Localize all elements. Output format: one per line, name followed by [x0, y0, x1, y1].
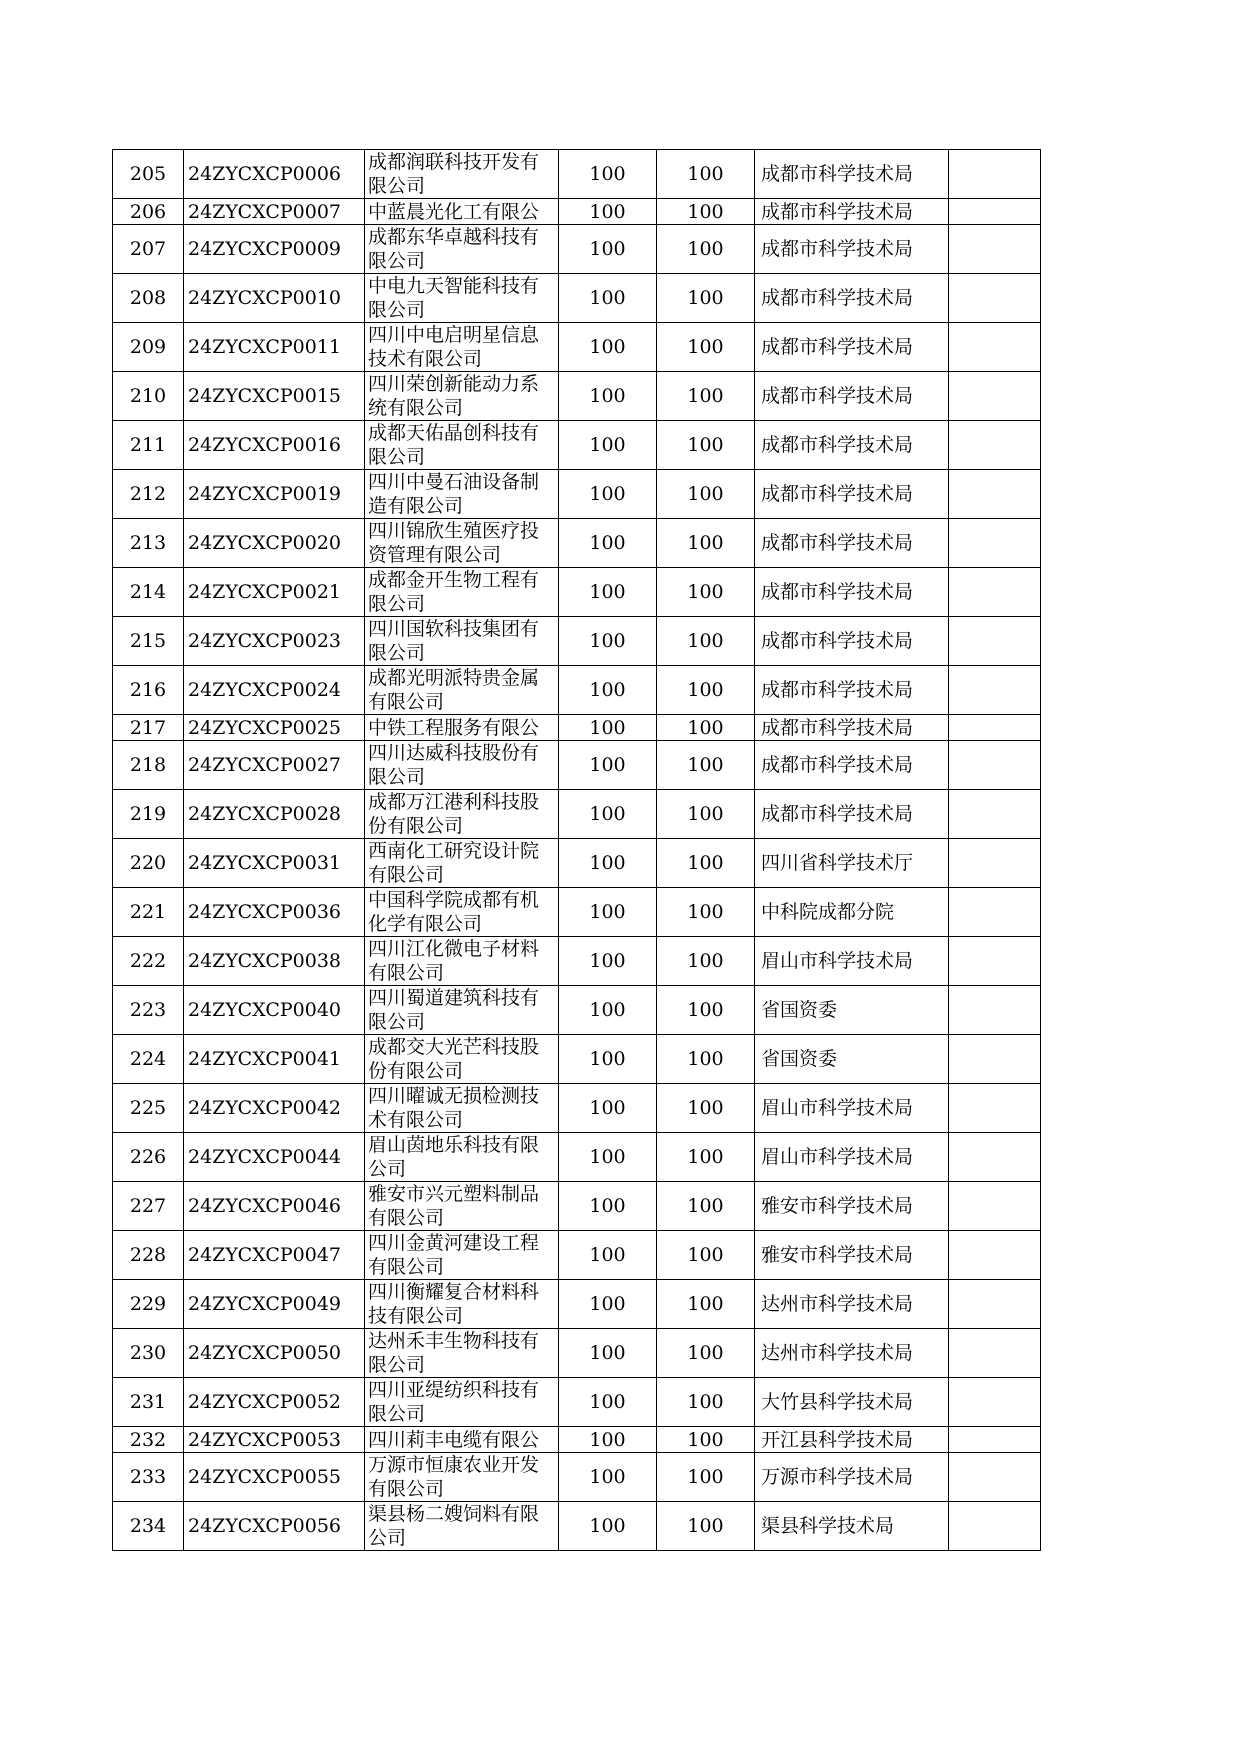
score-cell: 100 — [657, 1084, 755, 1133]
department-cell: 中科院成都分院 — [755, 888, 949, 937]
department-cell: 渠县科学技术局 — [755, 1502, 949, 1551]
company-name-line: 成都润联科技开发有 — [368, 151, 540, 173]
table-row — [113, 1427, 1041, 1453]
row-number-cell: 234 — [113, 1502, 184, 1551]
table-row — [113, 1378, 1041, 1427]
table-row — [113, 986, 1041, 1035]
score-cell: 100 — [657, 1453, 755, 1502]
company-name-line: 限公司 — [368, 250, 426, 272]
company-name-cell — [365, 1502, 559, 1551]
table-row — [113, 937, 1041, 986]
amount-cell: 100 — [559, 1378, 657, 1427]
table-row — [113, 470, 1041, 519]
project-code-cell: 24ZYCXCP0041 — [184, 1035, 365, 1084]
project-code-cell: 24ZYCXCP0055 — [184, 1453, 365, 1502]
table-row — [113, 199, 1041, 225]
table-row — [113, 888, 1041, 937]
table-row — [113, 1133, 1041, 1182]
score-cell: 100 — [657, 568, 755, 617]
company-name-cell — [365, 1453, 559, 1502]
score-cell: 100 — [657, 274, 755, 323]
row-number-cell: 208 — [113, 274, 184, 323]
amount-cell: 100 — [559, 839, 657, 888]
note-cell — [949, 1502, 1041, 1551]
row-number-cell: 228 — [113, 1231, 184, 1280]
department-cell: 成都市科学技术局 — [755, 372, 949, 421]
company-name-line: 有限公司 — [368, 962, 445, 984]
amount-cell: 100 — [559, 888, 657, 937]
note-cell — [949, 888, 1041, 937]
company-name-line: 限公司 — [368, 766, 426, 788]
company-name-line: 化学有限公司 — [368, 913, 483, 935]
company-name-line: 四川江化微电子材料 — [368, 938, 540, 960]
department-cell: 成都市科学技术局 — [755, 790, 949, 839]
project-code-cell: 24ZYCXCP0020 — [184, 519, 365, 568]
score-cell: 100 — [657, 1280, 755, 1329]
amount-cell: 100 — [559, 225, 657, 274]
company-name-line: 中蓝晨光化工有限公 — [368, 200, 540, 223]
department-cell: 眉山市科学技术局 — [755, 937, 949, 986]
row-number-cell: 223 — [113, 986, 184, 1035]
company-name-line: 技术有限公司 — [368, 348, 483, 370]
company-name-line: 份有限公司 — [368, 815, 464, 837]
company-name-line: 统有限公司 — [368, 397, 464, 419]
company-name-line: 成都万江港利科技股 — [368, 791, 540, 813]
department-cell: 成都市科学技术局 — [755, 715, 949, 741]
company-name-line: 限公司 — [368, 446, 426, 468]
amount-cell: 100 — [559, 937, 657, 986]
table-row — [113, 741, 1041, 790]
note-cell — [949, 1280, 1041, 1329]
company-name-line: 造有限公司 — [368, 495, 464, 517]
amount-cell: 100 — [559, 986, 657, 1035]
table-row — [113, 372, 1041, 421]
row-number-cell: 205 — [113, 150, 184, 199]
project-code-cell: 24ZYCXCP0046 — [184, 1182, 365, 1231]
company-name-line: 成都东华卓越科技有 — [368, 226, 540, 248]
score-cell: 100 — [657, 1427, 755, 1453]
project-code-cell: 24ZYCXCP0031 — [184, 839, 365, 888]
project-code-cell: 24ZYCXCP0025 — [184, 715, 365, 741]
amount-cell: 100 — [559, 1182, 657, 1231]
project-code-cell: 24ZYCXCP0050 — [184, 1329, 365, 1378]
note-cell — [949, 372, 1041, 421]
amount-cell: 100 — [559, 150, 657, 199]
score-cell: 100 — [657, 986, 755, 1035]
company-name-line: 雅安市兴元塑料制品 — [368, 1183, 540, 1205]
row-number-cell: 215 — [113, 617, 184, 666]
row-number-cell: 229 — [113, 1280, 184, 1329]
company-name-line: 限公司 — [368, 1011, 426, 1033]
row-number-cell: 214 — [113, 568, 184, 617]
company-name-line: 达州禾丰生物科技有 — [368, 1330, 540, 1352]
score-cell: 100 — [657, 225, 755, 274]
table-row — [113, 568, 1041, 617]
project-code-cell: 24ZYCXCP0007 — [184, 199, 365, 225]
amount-cell: 100 — [559, 617, 657, 666]
company-name-cell — [365, 150, 559, 199]
project-code-cell: 24ZYCXCP0047 — [184, 1231, 365, 1280]
company-name-line: 四川莉丰电缆有限公 — [368, 1428, 540, 1451]
note-cell — [949, 1133, 1041, 1182]
amount-cell: 100 — [559, 470, 657, 519]
company-name-line: 资管理有限公司 — [368, 544, 502, 566]
company-name-cell — [365, 519, 559, 568]
note-cell — [949, 225, 1041, 274]
score-cell: 100 — [657, 372, 755, 421]
project-code-cell: 24ZYCXCP0028 — [184, 790, 365, 839]
amount-cell: 100 — [559, 666, 657, 715]
table-row — [113, 1280, 1041, 1329]
project-code-cell: 24ZYCXCP0053 — [184, 1427, 365, 1453]
project-code-cell: 24ZYCXCP0021 — [184, 568, 365, 617]
row-number-cell: 206 — [113, 199, 184, 225]
table-row — [113, 519, 1041, 568]
row-number-cell: 221 — [113, 888, 184, 937]
company-name-cell — [365, 839, 559, 888]
score-cell: 100 — [657, 519, 755, 568]
row-number-cell: 210 — [113, 372, 184, 421]
company-name-cell — [365, 372, 559, 421]
project-code-cell: 24ZYCXCP0038 — [184, 937, 365, 986]
project-code-cell: 24ZYCXCP0006 — [184, 150, 365, 199]
company-name-cell — [365, 790, 559, 839]
table-row — [113, 1231, 1041, 1280]
company-name-line: 渠县杨二嫂饲料有限 — [368, 1503, 540, 1525]
row-number-cell: 233 — [113, 1453, 184, 1502]
table-row — [113, 1329, 1041, 1378]
score-cell: 100 — [657, 1035, 755, 1084]
company-name-line: 四川国软科技集团有 — [368, 618, 540, 640]
project-code-cell: 24ZYCXCP0009 — [184, 225, 365, 274]
company-name-line: 公司 — [368, 1527, 407, 1549]
project-code-cell: 24ZYCXCP0010 — [184, 274, 365, 323]
row-number-cell: 225 — [113, 1084, 184, 1133]
note-cell — [949, 715, 1041, 741]
row-number-cell: 230 — [113, 1329, 184, 1378]
note-cell — [949, 839, 1041, 888]
company-name-line: 中电九天智能科技有 — [368, 275, 540, 297]
company-name-cell — [365, 421, 559, 470]
department-cell: 成都市科学技术局 — [755, 199, 949, 225]
project-code-cell: 24ZYCXCP0040 — [184, 986, 365, 1035]
company-name-cell — [365, 1378, 559, 1427]
company-name-cell — [365, 274, 559, 323]
table-row — [113, 274, 1041, 323]
company-name-line: 公司 — [368, 1158, 407, 1180]
company-name-cell — [365, 1280, 559, 1329]
row-number-cell: 211 — [113, 421, 184, 470]
note-cell — [949, 790, 1041, 839]
note-cell — [949, 323, 1041, 372]
company-name-line: 有限公司 — [368, 691, 445, 713]
company-name-line: 限公司 — [368, 1403, 426, 1425]
company-name-cell — [365, 617, 559, 666]
amount-cell: 100 — [559, 1427, 657, 1453]
company-name-cell — [365, 937, 559, 986]
amount-cell: 100 — [559, 372, 657, 421]
table-row — [113, 617, 1041, 666]
score-cell: 100 — [657, 937, 755, 986]
project-table — [112, 149, 1041, 1551]
company-name-line: 限公司 — [368, 1354, 426, 1376]
note-cell — [949, 274, 1041, 323]
score-cell: 100 — [657, 1329, 755, 1378]
company-name-line: 有限公司 — [368, 1207, 445, 1229]
row-number-cell: 216 — [113, 666, 184, 715]
amount-cell: 100 — [559, 1133, 657, 1182]
table-row — [113, 839, 1041, 888]
project-code-cell: 24ZYCXCP0052 — [184, 1378, 365, 1427]
row-number-cell: 218 — [113, 741, 184, 790]
row-number-cell: 217 — [113, 715, 184, 741]
project-code-cell: 24ZYCXCP0056 — [184, 1502, 365, 1551]
company-name-line: 有限公司 — [368, 1478, 445, 1500]
department-cell: 达州市科学技术局 — [755, 1329, 949, 1378]
table-row — [113, 790, 1041, 839]
note-cell — [949, 421, 1041, 470]
row-number-cell: 212 — [113, 470, 184, 519]
department-cell: 雅安市科学技术局 — [755, 1182, 949, 1231]
department-cell: 眉山市科学技术局 — [755, 1133, 949, 1182]
company-name-line: 四川中曼石油设备制 — [368, 471, 540, 493]
row-number-cell: 227 — [113, 1182, 184, 1231]
amount-cell: 100 — [559, 1231, 657, 1280]
department-cell: 成都市科学技术局 — [755, 323, 949, 372]
row-number-cell: 207 — [113, 225, 184, 274]
project-code-cell: 24ZYCXCP0011 — [184, 323, 365, 372]
project-code-cell: 24ZYCXCP0023 — [184, 617, 365, 666]
table-row — [113, 1502, 1041, 1551]
row-number-cell: 209 — [113, 323, 184, 372]
company-name-cell — [365, 568, 559, 617]
score-cell: 100 — [657, 421, 755, 470]
note-cell — [949, 937, 1041, 986]
table-row — [113, 1084, 1041, 1133]
project-code-cell: 24ZYCXCP0042 — [184, 1084, 365, 1133]
company-name-line: 技有限公司 — [368, 1305, 464, 1327]
company-name-line: 四川蜀道建筑科技有 — [368, 987, 540, 1009]
company-name-line: 有限公司 — [368, 1256, 445, 1278]
score-cell: 100 — [657, 199, 755, 225]
note-cell — [949, 199, 1041, 225]
row-number-cell: 232 — [113, 1427, 184, 1453]
score-cell: 100 — [657, 323, 755, 372]
note-cell — [949, 617, 1041, 666]
company-name-cell — [365, 199, 559, 225]
company-name-cell — [365, 1133, 559, 1182]
department-cell: 成都市科学技术局 — [755, 225, 949, 274]
row-number-cell: 220 — [113, 839, 184, 888]
row-number-cell: 224 — [113, 1035, 184, 1084]
note-cell — [949, 470, 1041, 519]
amount-cell: 100 — [559, 199, 657, 225]
amount-cell: 100 — [559, 1453, 657, 1502]
company-name-line: 限公司 — [368, 175, 426, 197]
company-name-line: 四川中电启明星信息 — [368, 324, 540, 346]
project-code-cell: 24ZYCXCP0049 — [184, 1280, 365, 1329]
row-number-cell: 231 — [113, 1378, 184, 1427]
note-cell — [949, 568, 1041, 617]
amount-cell: 100 — [559, 519, 657, 568]
department-cell: 省国资委 — [755, 1035, 949, 1084]
company-name-line: 成都交大光芒科技股 — [368, 1036, 540, 1058]
department-cell: 成都市科学技术局 — [755, 741, 949, 790]
department-cell: 省国资委 — [755, 986, 949, 1035]
project-code-cell: 24ZYCXCP0019 — [184, 470, 365, 519]
table-row — [113, 225, 1041, 274]
table-row — [113, 715, 1041, 741]
project-code-cell: 24ZYCXCP0015 — [184, 372, 365, 421]
row-number-cell: 219 — [113, 790, 184, 839]
department-cell: 成都市科学技术局 — [755, 150, 949, 199]
department-cell: 雅安市科学技术局 — [755, 1231, 949, 1280]
amount-cell: 100 — [559, 1035, 657, 1084]
note-cell — [949, 1182, 1041, 1231]
company-name-cell — [365, 888, 559, 937]
company-name-line: 四川衡耀复合材料科 — [368, 1281, 540, 1303]
company-name-cell — [365, 1035, 559, 1084]
company-name-cell — [365, 1231, 559, 1280]
company-name-line: 四川荣创新能动力系 — [368, 373, 540, 395]
row-number-cell: 213 — [113, 519, 184, 568]
project-code-cell: 24ZYCXCP0044 — [184, 1133, 365, 1182]
score-cell: 100 — [657, 1231, 755, 1280]
score-cell: 100 — [657, 617, 755, 666]
department-cell: 达州市科学技术局 — [755, 1280, 949, 1329]
company-name-cell — [365, 1329, 559, 1378]
project-code-cell: 24ZYCXCP0016 — [184, 421, 365, 470]
amount-cell: 100 — [559, 790, 657, 839]
score-cell: 100 — [657, 715, 755, 741]
company-name-line: 西南化工研究设计院 — [368, 840, 540, 862]
company-name-line: 有限公司 — [368, 864, 445, 886]
company-name-line: 限公司 — [368, 593, 426, 615]
score-cell: 100 — [657, 1182, 755, 1231]
note-cell — [949, 1427, 1041, 1453]
company-name-cell — [365, 1427, 559, 1453]
department-cell: 成都市科学技术局 — [755, 568, 949, 617]
company-name-line: 中国科学院成都有机 — [368, 889, 540, 911]
table-row — [113, 323, 1041, 372]
table-row — [113, 1035, 1041, 1084]
note-cell — [949, 1453, 1041, 1502]
company-name-line: 限公司 — [368, 642, 426, 664]
score-cell: 100 — [657, 150, 755, 199]
note-cell — [949, 986, 1041, 1035]
amount-cell: 100 — [559, 1502, 657, 1551]
amount-cell: 100 — [559, 274, 657, 323]
note-cell — [949, 150, 1041, 199]
department-cell: 成都市科学技术局 — [755, 470, 949, 519]
table-row — [113, 1453, 1041, 1502]
company-name-line: 术有限公司 — [368, 1109, 464, 1131]
company-name-line: 成都光明派特贵金属 — [368, 667, 540, 689]
row-number-cell: 222 — [113, 937, 184, 986]
department-cell: 眉山市科学技术局 — [755, 1084, 949, 1133]
company-name-cell — [365, 225, 559, 274]
amount-cell: 100 — [559, 421, 657, 470]
note-cell — [949, 519, 1041, 568]
company-name-cell — [365, 715, 559, 741]
score-cell: 100 — [657, 741, 755, 790]
note-cell — [949, 1329, 1041, 1378]
department-cell: 万源市科学技术局 — [755, 1453, 949, 1502]
company-name-line: 份有限公司 — [368, 1060, 464, 1082]
note-cell — [949, 741, 1041, 790]
company-name-line: 四川曜诚无损检测技 — [368, 1085, 540, 1107]
company-name-cell — [365, 741, 559, 790]
company-name-line: 成都天佑晶创科技有 — [368, 422, 540, 444]
department-cell: 大竹县科学技术局 — [755, 1378, 949, 1427]
amount-cell: 100 — [559, 1280, 657, 1329]
company-name-line: 四川亚缇纺织科技有 — [368, 1379, 540, 1401]
company-name-line: 四川金黄河建设工程 — [368, 1232, 540, 1254]
company-name-line: 限公司 — [368, 299, 426, 321]
note-cell — [949, 1035, 1041, 1084]
company-name-cell — [365, 986, 559, 1035]
department-cell: 成都市科学技术局 — [755, 519, 949, 568]
company-name-line: 万源市恒康农业开发 — [368, 1454, 540, 1476]
company-name-line: 成都金开生物工程有 — [368, 569, 540, 591]
note-cell — [949, 666, 1041, 715]
department-cell: 成都市科学技术局 — [755, 274, 949, 323]
score-cell: 100 — [657, 470, 755, 519]
amount-cell: 100 — [559, 741, 657, 790]
company-name-line: 中铁工程服务有限公 — [368, 716, 540, 739]
project-code-cell: 24ZYCXCP0036 — [184, 888, 365, 937]
company-name-line: 四川达威科技股份有 — [368, 742, 540, 764]
company-name-line: 眉山茵地乐科技有限 — [368, 1134, 540, 1156]
table-row — [113, 421, 1041, 470]
amount-cell: 100 — [559, 323, 657, 372]
amount-cell: 100 — [559, 568, 657, 617]
project-code-cell: 24ZYCXCP0027 — [184, 741, 365, 790]
company-name-cell — [365, 470, 559, 519]
company-name-cell — [365, 1084, 559, 1133]
score-cell: 100 — [657, 666, 755, 715]
department-cell: 四川省科学技术厅 — [755, 839, 949, 888]
score-cell: 100 — [657, 1502, 755, 1551]
score-cell: 100 — [657, 1133, 755, 1182]
table-row — [113, 666, 1041, 715]
score-cell: 100 — [657, 1378, 755, 1427]
score-cell: 100 — [657, 888, 755, 937]
note-cell — [949, 1231, 1041, 1280]
company-name-line: 四川锦欣生殖医疗投 — [368, 520, 540, 542]
department-cell: 开江县科学技术局 — [755, 1427, 949, 1453]
amount-cell: 100 — [559, 715, 657, 741]
table-body — [113, 150, 1041, 1551]
table-row — [113, 1182, 1041, 1231]
amount-cell: 100 — [559, 1084, 657, 1133]
score-cell: 100 — [657, 790, 755, 839]
company-name-cell — [365, 323, 559, 372]
department-cell: 成都市科学技术局 — [755, 617, 949, 666]
amount-cell: 100 — [559, 1329, 657, 1378]
table-row — [113, 150, 1041, 199]
company-name-cell — [365, 1182, 559, 1231]
note-cell — [949, 1378, 1041, 1427]
company-name-cell — [365, 666, 559, 715]
department-cell: 成都市科学技术局 — [755, 666, 949, 715]
department-cell: 成都市科学技术局 — [755, 421, 949, 470]
project-code-cell: 24ZYCXCP0024 — [184, 666, 365, 715]
row-number-cell: 226 — [113, 1133, 184, 1182]
note-cell — [949, 1084, 1041, 1133]
score-cell: 100 — [657, 839, 755, 888]
